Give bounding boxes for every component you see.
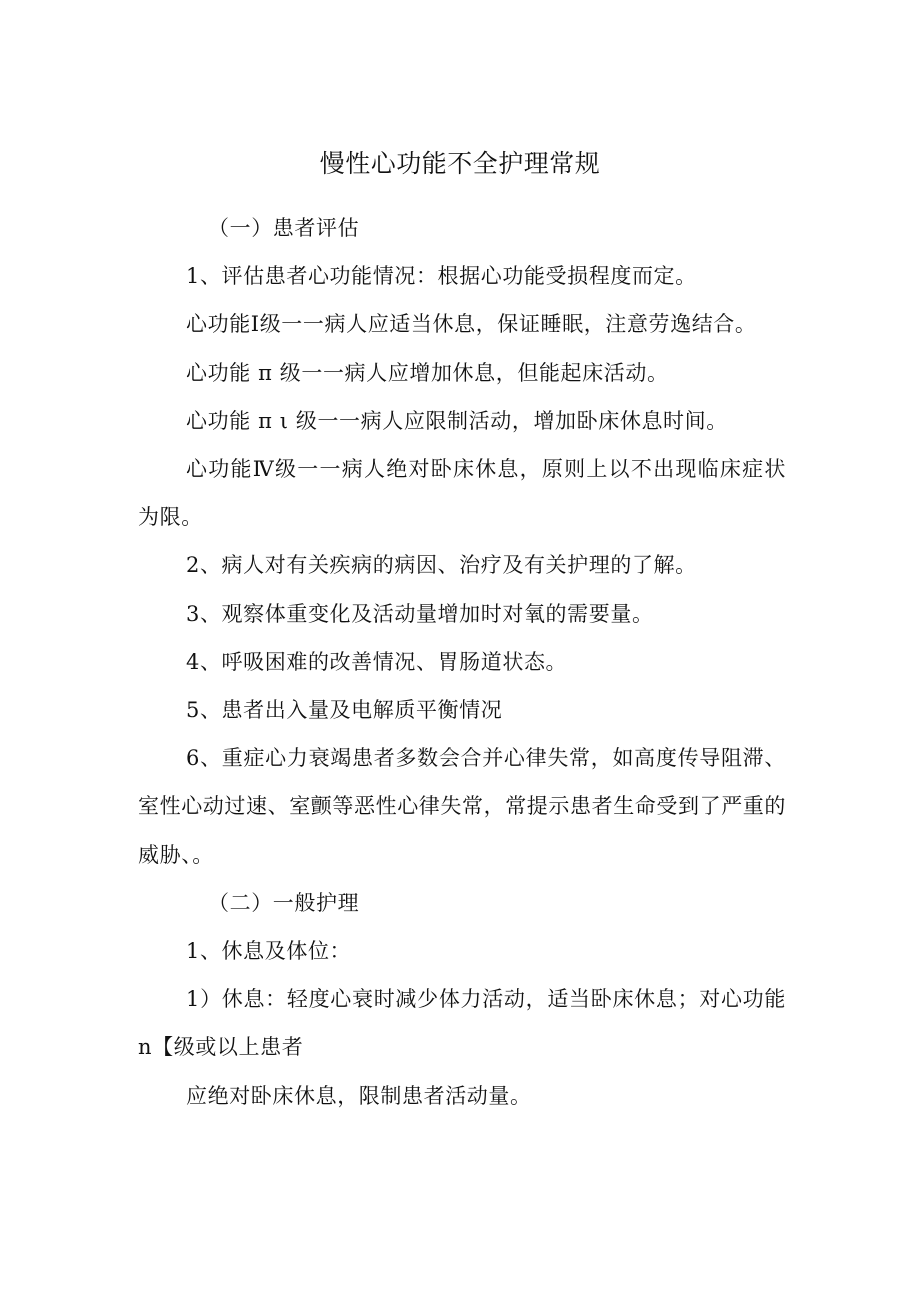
paragraph: 4、呼吸困难的改善情况、胃肠道状态。: [186, 649, 568, 674]
paragraph: 1、评估患者心功能情况：根据心功能受损程度而定。: [186, 264, 697, 289]
paragraph: 1）休息：轻度心衰时减少体力活动，适当卧床休息；对心功能n【级或以上患者: [138, 987, 786, 1060]
paragraph: 6、重症心力衰竭患者多数会合并心律失常，如高度传导阻滞、室性心动过速、室颤等恶性心律失常，常提示患者生命受到了严重的威胁、。: [138, 746, 786, 867]
document-body: [138, 204, 786, 1120]
paragraph: 5、患者出入量及电解质平衡情况: [186, 698, 503, 723]
paragraph: 心功能Ⅰ级一一病人应适当休息，保证睡眠，注意劳逸结合。: [186, 312, 757, 337]
section-heading-general-care: （二）一般护理: [208, 890, 360, 915]
paragraph: 3、观察体重变化及活动量增加时对氧的需要量。: [186, 601, 654, 626]
paragraph: 1、休息及体位：: [186, 939, 352, 964]
paragraph: 2、病人对有关疾病的病因、治疗及有关护理的了解。: [186, 553, 697, 578]
section-heading-assessment: （一）患者评估: [208, 216, 360, 240]
document-title: 慢性心功能不全护理常规: [319, 149, 601, 178]
paragraph: 心功能 π 级一一病人应增加休息，但能起床活动。: [186, 360, 669, 385]
paragraph: 心功能 π ι 级一一病人应限制活动，增加卧床休息时间。: [186, 408, 728, 433]
paragraph: 心功能Ⅳ级一一病人绝对卧床休息，原则上以不出现临床症状为限。: [138, 457, 786, 530]
paragraph: 应绝对卧床休息，限制患者活动量。: [186, 1083, 532, 1108]
